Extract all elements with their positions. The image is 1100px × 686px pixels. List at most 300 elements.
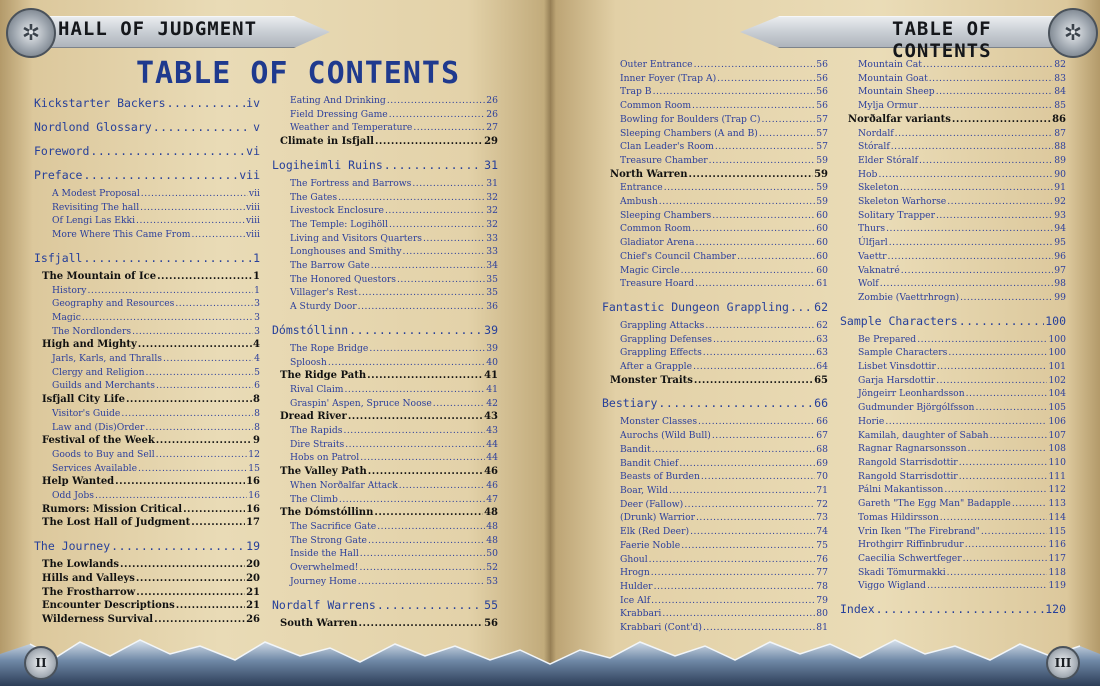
toc-leader-dots — [694, 374, 813, 388]
toc-entry[interactable] — [602, 580, 828, 594]
toc-entry-title: Deer (Fallow) — [620, 498, 684, 510]
toc-entry-title: Guilds and Merchants — [52, 380, 155, 392]
toc-entry-page: 43 — [484, 411, 498, 423]
toc-leader-dots — [695, 277, 815, 291]
toc-entry[interactable] — [602, 415, 828, 429]
toc-entry[interactable] — [272, 410, 498, 424]
toc-entry[interactable] — [34, 613, 260, 627]
toc-entry-page: 66 — [816, 416, 828, 428]
toc-entry[interactable] — [602, 360, 828, 374]
toc-entry[interactable] — [602, 140, 828, 154]
toc-entry[interactable] — [840, 209, 1066, 223]
toc-entry[interactable] — [34, 586, 260, 600]
right-header-title: TABLE OF CONTENTS — [892, 18, 992, 62]
toc-entry[interactable] — [34, 270, 260, 284]
toc-entry-page: 4 — [254, 353, 260, 365]
toc-entry[interactable] — [840, 415, 1066, 429]
toc-entry[interactable] — [34, 539, 260, 554]
toc-entry[interactable] — [840, 99, 1066, 113]
toc-entry[interactable] — [272, 534, 498, 548]
toc-entry[interactable] — [272, 323, 498, 338]
toc-entry[interactable] — [602, 127, 828, 141]
toc-entry[interactable] — [840, 579, 1066, 593]
toc-entry[interactable] — [602, 443, 828, 457]
toc-leader-dots — [146, 366, 254, 380]
toc-entry[interactable] — [272, 506, 498, 520]
toc-entry[interactable] — [840, 552, 1066, 566]
toc-entry-title: Dómstóllinn — [272, 322, 349, 337]
toc-entry[interactable] — [272, 520, 498, 534]
toc-entry[interactable] — [602, 525, 828, 539]
toc-entry-title: Living and Visitors Quarters — [290, 232, 422, 244]
toc-entry-title: Sleeping Chambers (A and B) — [620, 127, 758, 139]
toc-entry[interactable] — [272, 135, 498, 149]
toc-entry-title: Law and (Dis)Order — [52, 421, 145, 433]
toc-entry[interactable] — [272, 547, 498, 561]
toc-entry[interactable] — [272, 121, 498, 135]
toc-leader-dots — [705, 319, 815, 333]
toc-entry-page: 8 — [254, 421, 260, 433]
toc-entry[interactable] — [272, 369, 498, 383]
toc-entry[interactable] — [272, 158, 498, 173]
toc-column-3 — [602, 58, 828, 635]
toc-entry-title: Rival Claim — [290, 383, 344, 395]
toc-entry[interactable] — [34, 120, 260, 135]
toc-leader-dots — [349, 323, 483, 338]
toc-entry[interactable] — [602, 566, 828, 580]
toc-entry-title: Foreword — [34, 144, 90, 158]
toc-entry-page: 39 — [486, 342, 498, 354]
toc-entry-page: 66 — [814, 396, 828, 411]
toc-entry-page: 62 — [816, 319, 828, 331]
toc-entry-page: 56 — [816, 59, 828, 70]
toc-entry-page: 6 — [254, 380, 260, 392]
toc-entry[interactable] — [272, 561, 498, 575]
toc-entry[interactable] — [34, 434, 260, 448]
toc-entry[interactable] — [34, 284, 260, 298]
toc-entry[interactable] — [840, 58, 1066, 72]
toc-entry-page: 95 — [1054, 237, 1066, 249]
toc-leader-dots — [960, 291, 1053, 305]
toc-entry[interactable] — [602, 374, 828, 388]
toc-leader-dots — [111, 539, 245, 554]
toc-entry-title: Wilderness Survival — [42, 613, 154, 625]
toc-entry[interactable] — [34, 475, 260, 489]
toc-entry-page: 113 — [1048, 498, 1066, 510]
toc-entry-title: Stóralf — [858, 141, 890, 153]
toc-entry-page: 86 — [1052, 113, 1066, 125]
toc-entry[interactable] — [602, 319, 828, 333]
toc-entry-title: More Where This Came From — [52, 229, 191, 241]
toc-leader-dots — [345, 438, 485, 452]
toc-entry[interactable] — [34, 338, 260, 352]
toc-entry-page: 46 — [486, 479, 498, 491]
toc-title: TABLE OF CONTENTS — [136, 56, 461, 91]
toc-leader-dots — [975, 401, 1047, 415]
toc-entry-page: 21 — [246, 600, 260, 612]
toc-entry[interactable] — [34, 187, 260, 201]
toc-entry-title: Odd Jobs — [52, 490, 95, 502]
toc-entry[interactable] — [840, 277, 1066, 291]
toc-entry[interactable] — [272, 300, 498, 314]
toc-leader-dots — [690, 525, 815, 539]
toc-entry[interactable] — [272, 218, 498, 232]
toc-entry[interactable] — [840, 113, 1066, 127]
toc-leader-dots — [679, 457, 815, 471]
toc-entry[interactable] — [272, 438, 498, 452]
toc-entry[interactable] — [34, 168, 260, 183]
toc-entry[interactable] — [272, 383, 498, 397]
toc-leader-dots — [82, 311, 253, 325]
toc-entry[interactable] — [34, 558, 260, 572]
toc-entry[interactable] — [34, 407, 260, 421]
toc-entry-page: 59 — [814, 168, 828, 180]
toc-entry-title: Úlfjarl — [858, 237, 888, 249]
toc-entry-page: 96 — [1054, 250, 1066, 262]
toc-entry[interactable] — [840, 511, 1066, 525]
toc-entry[interactable] — [272, 342, 498, 356]
toc-entry[interactable] — [602, 457, 828, 471]
toc-entry-title: Journey Home — [290, 575, 357, 587]
toc-entry-page: 105 — [1048, 402, 1066, 414]
toc-entry-page: 1 — [253, 270, 260, 282]
toc-entry[interactable] — [34, 503, 260, 517]
toc-entry-title: Nordlond Glossary — [34, 120, 152, 134]
toc-entry[interactable] — [602, 85, 828, 99]
toc-leader-dots — [709, 154, 816, 168]
toc-entry[interactable] — [602, 498, 828, 512]
toc-entry[interactable] — [840, 291, 1066, 305]
toc-entry[interactable] — [272, 617, 498, 631]
toc-entry-title: Clan Leader's Room — [620, 141, 714, 153]
toc-leader-dots — [374, 506, 483, 520]
toc-entry[interactable] — [602, 277, 828, 291]
toc-entry[interactable] — [840, 442, 1066, 456]
toc-entry[interactable] — [840, 250, 1066, 264]
toc-entry-page: 73 — [816, 512, 828, 524]
toc-entry[interactable] — [34, 297, 260, 311]
toc-entry[interactable] — [602, 181, 828, 195]
toc-entry[interactable] — [34, 96, 260, 111]
toc-entry[interactable] — [34, 448, 260, 462]
toc-entry[interactable] — [272, 479, 498, 493]
toc-entry[interactable] — [272, 232, 498, 246]
toc-entry[interactable] — [602, 396, 828, 411]
toc-entry-page: 19 — [246, 539, 260, 554]
toc-entry[interactable] — [272, 451, 498, 465]
toc-leader-dots — [403, 245, 486, 259]
toc-entry[interactable] — [272, 108, 498, 122]
toc-entry[interactable] — [34, 201, 260, 215]
toc-entry[interactable] — [272, 177, 498, 191]
toc-entry[interactable] — [34, 379, 260, 393]
toc-entry[interactable] — [272, 259, 498, 273]
toc-entry[interactable] — [34, 421, 260, 435]
toc-entry-page: 48 — [486, 534, 498, 546]
toc-entry[interactable] — [840, 374, 1066, 388]
toc-leader-dots — [959, 470, 1048, 484]
toc-entry-title: Dire Straits — [290, 438, 345, 450]
toc-leader-dots — [652, 443, 816, 457]
toc-entry-page: 92 — [1054, 196, 1066, 208]
toc-entry[interactable] — [272, 273, 498, 287]
toc-entry-title: The Lost Hall of Judgment — [42, 517, 191, 529]
toc-entry[interactable] — [840, 387, 1066, 401]
toc-entry-title: Magic — [52, 311, 81, 323]
toc-entry[interactable] — [272, 286, 498, 300]
toc-entry[interactable] — [840, 456, 1066, 470]
toc-entry-title: Bestiary — [602, 396, 658, 411]
toc-entry[interactable] — [602, 113, 828, 127]
toc-entry-title: Longhouses and Smithy — [290, 246, 402, 258]
toc-leader-dots — [703, 621, 815, 635]
toc-entry[interactable] — [602, 553, 828, 567]
toc-entry[interactable] — [840, 525, 1066, 539]
toc-entry-page: 89 — [1054, 154, 1066, 166]
toc-entry-page: 57 — [816, 127, 828, 139]
toc-entry[interactable] — [602, 99, 828, 113]
toc-entry[interactable] — [272, 598, 498, 613]
toc-entry[interactable] — [840, 566, 1066, 580]
toc-entry-title: Geography and Resources — [52, 298, 175, 310]
toc-entry[interactable] — [602, 539, 828, 553]
toc-entry-page: 29 — [484, 136, 498, 148]
toc-leader-dots — [368, 534, 485, 548]
toc-entry-page: 63 — [816, 333, 828, 345]
toc-entry-title: Fantastic Dungeon Grappling — [602, 299, 789, 314]
toc-leader-dots — [669, 484, 815, 498]
toc-entry[interactable] — [272, 191, 498, 205]
toc-entry-page: 101 — [1048, 361, 1066, 373]
toc-entry-page: 100 — [1045, 313, 1066, 328]
toc-entry[interactable] — [840, 401, 1066, 415]
toc-entry[interactable] — [840, 181, 1066, 195]
toc-leader-dots — [132, 325, 253, 339]
toc-leader-dots — [919, 154, 1053, 168]
toc-leader-dots — [790, 300, 813, 315]
toc-entry[interactable] — [602, 346, 828, 360]
toc-entry-page: 120 — [1045, 602, 1066, 617]
toc-entry-title: Trap B — [620, 86, 652, 98]
toc-entry[interactable] — [840, 346, 1066, 360]
toc-entry-title: Hob — [858, 168, 878, 180]
toc-entry[interactable] — [272, 94, 498, 108]
toc-entry-title: Wolf — [858, 278, 879, 290]
toc-entry[interactable] — [840, 264, 1066, 278]
toc-entry-page: 31 — [486, 177, 498, 189]
toc-entry[interactable] — [34, 572, 260, 586]
toc-entry-title: Inside the Hall — [290, 548, 359, 560]
toc-leader-dots — [968, 442, 1048, 456]
toc-entry-page: v — [253, 120, 260, 134]
toc-leader-dots — [990, 429, 1048, 443]
toc-entry[interactable] — [602, 511, 828, 525]
toc-entry-page: 16 — [248, 490, 260, 502]
toc-entry-page: 70 — [816, 471, 828, 483]
toc-entry-page: 100 — [1048, 347, 1066, 359]
toc-entry[interactable] — [272, 245, 498, 259]
toc-leader-dots — [371, 259, 486, 273]
toc-entry[interactable] — [34, 214, 260, 228]
toc-entry-page: iv — [246, 96, 260, 110]
toc-leader-dots — [156, 448, 248, 462]
toc-entry[interactable] — [272, 465, 498, 479]
toc-leader-dots — [940, 511, 1048, 525]
toc-leader-dots — [367, 369, 483, 383]
toc-entry-title: Overwhelmed! — [290, 562, 359, 574]
toc-entry[interactable] — [840, 127, 1066, 141]
toc-entry-title: Faerie Noble — [620, 539, 681, 551]
toc-entry-title: Services Available — [52, 462, 138, 474]
toc-leader-dots — [87, 284, 253, 298]
toc-entry[interactable] — [34, 489, 260, 503]
toc-entry-title: Grappling Defenses — [620, 333, 712, 345]
toc-entry[interactable] — [602, 236, 828, 250]
toc-entry[interactable] — [840, 429, 1066, 443]
toc-entry[interactable] — [272, 356, 498, 370]
toc-entry-title: The Nordlonders — [52, 325, 132, 337]
toc-leader-dots — [937, 360, 1048, 374]
toc-leader-dots — [929, 72, 1054, 86]
toc-entry[interactable] — [602, 195, 828, 209]
toc-entry[interactable] — [602, 264, 828, 278]
toc-entry[interactable] — [840, 483, 1066, 497]
toc-entry[interactable] — [34, 352, 260, 366]
toc-entry[interactable] — [602, 607, 828, 621]
toc-entry[interactable] — [840, 140, 1066, 154]
toc-entry-page: 57 — [816, 141, 828, 153]
toc-entry-page: 106 — [1048, 415, 1066, 427]
knot-icon: ✲ — [1048, 8, 1098, 58]
toc-entry-page: 26 — [486, 95, 498, 106]
toc-entry[interactable] — [840, 85, 1066, 99]
toc-entry-title: Thurs — [858, 223, 886, 235]
toc-entry[interactable] — [602, 72, 828, 86]
toc-entry[interactable] — [602, 250, 828, 264]
toc-entry-title: Treasure Hoard — [620, 278, 695, 290]
toc-entry[interactable] — [34, 251, 260, 266]
toc-entry-title: Sample Characters — [858, 347, 948, 359]
toc-entry[interactable] — [34, 393, 260, 407]
toc-entry-title: Ice Alf — [620, 594, 651, 606]
toc-entry-page: 55 — [484, 597, 498, 612]
toc-entry[interactable] — [602, 429, 828, 443]
toc-entry-page: 16 — [246, 476, 260, 488]
toc-entry[interactable] — [840, 222, 1066, 236]
toc-entry-page: 9 — [253, 435, 260, 447]
toc-entry[interactable] — [840, 236, 1066, 250]
toc-entry[interactable] — [840, 168, 1066, 182]
toc-entry-page: 41 — [486, 383, 498, 395]
toc-leader-dots — [83, 251, 252, 266]
toc-entry[interactable] — [602, 58, 828, 72]
toc-entry-title: Goods to Buy and Sell — [52, 448, 155, 460]
toc-entry[interactable] — [840, 154, 1066, 168]
toc-entry[interactable] — [34, 325, 260, 339]
toc-entry-title: Rangold Starrisdottir — [858, 456, 958, 468]
toc-entry[interactable] — [602, 168, 828, 182]
toc-entry[interactable] — [602, 333, 828, 347]
toc-entry[interactable] — [840, 360, 1066, 374]
toc-entry-page: 4 — [253, 339, 260, 351]
toc-entry[interactable] — [34, 462, 260, 476]
toc-leader-dots — [885, 415, 1047, 429]
toc-entry[interactable] — [34, 599, 260, 613]
toc-entry[interactable] — [34, 228, 260, 242]
toc-entry[interactable] — [840, 333, 1066, 347]
toc-entry[interactable] — [602, 621, 828, 635]
toc-entry[interactable] — [602, 484, 828, 498]
toc-entry[interactable] — [34, 366, 260, 380]
toc-entry[interactable] — [34, 311, 260, 325]
toc-entry[interactable] — [272, 204, 498, 218]
toc-entry[interactable] — [272, 575, 498, 589]
toc-entry[interactable] — [272, 397, 498, 411]
toc-entry[interactable] — [840, 195, 1066, 209]
toc-entry[interactable] — [602, 222, 828, 236]
mountain-border — [0, 636, 1100, 686]
toc-leader-dots — [651, 566, 816, 580]
toc-leader-dots — [360, 451, 485, 465]
toc-entry-title: Weather and Temperature — [290, 122, 413, 134]
toc-entry[interactable] — [840, 72, 1066, 86]
toc-entry-page: 82 — [1054, 59, 1066, 70]
toc-entry-title: Zombie (Vaettrhrogn) — [858, 291, 960, 303]
toc-entry[interactable] — [840, 497, 1066, 511]
toc-entry[interactable] — [34, 516, 260, 530]
toc-entry-title: Aurochs (Wild Bull) — [620, 430, 711, 442]
toc-entry-title: Garja Harsdottir — [858, 374, 936, 386]
toc-leader-dots — [653, 85, 816, 99]
toc-leader-dots — [83, 168, 238, 183]
toc-entry-title: Skeleton Warhorse — [858, 196, 947, 208]
toc-leader-dots — [919, 99, 1054, 113]
toc-entry[interactable] — [840, 314, 1066, 329]
toc-entry-page: 8 — [254, 407, 260, 419]
toc-leader-dots — [712, 209, 815, 223]
toc-entry-page: 48 — [484, 507, 498, 519]
toc-entry[interactable] — [602, 154, 828, 168]
toc-entry-title: Revisiting The hall — [52, 201, 140, 213]
toc-entry-page: 1 — [253, 250, 260, 265]
toc-entry-page: 85 — [1054, 100, 1066, 112]
toc-entry-page: 57 — [816, 113, 828, 125]
toc-entry-page: 42 — [486, 397, 498, 409]
toc-entry-page: 90 — [1054, 168, 1066, 180]
toc-entry-title: Visitor's Guide — [52, 407, 121, 419]
toc-entry[interactable] — [840, 470, 1066, 484]
toc-entry[interactable] — [272, 493, 498, 507]
toc-entry-title: Boar, Wild — [620, 484, 669, 496]
toc-entry-page: 110 — [1048, 456, 1066, 468]
toc-entry-title: Mountain Cat — [858, 59, 922, 70]
toc-entry[interactable] — [840, 602, 1066, 617]
toc-leader-dots — [183, 503, 245, 517]
toc-entry[interactable] — [602, 594, 828, 608]
toc-leader-dots — [95, 489, 247, 503]
toc-entry[interactable] — [602, 209, 828, 223]
toc-entry-page: 60 — [816, 223, 828, 235]
toc-entry-page: 36 — [486, 301, 498, 313]
toc-entry[interactable] — [840, 538, 1066, 552]
toc-entry-page: 56 — [484, 617, 498, 629]
toc-entry[interactable] — [34, 144, 260, 159]
toc-entry[interactable] — [272, 424, 498, 438]
toc-entry[interactable] — [602, 300, 828, 315]
toc-entry-title: Beasts of Burden — [620, 471, 700, 483]
toc-entry-title: Grappling Attacks — [620, 319, 705, 331]
toc-entry[interactable] — [602, 470, 828, 484]
